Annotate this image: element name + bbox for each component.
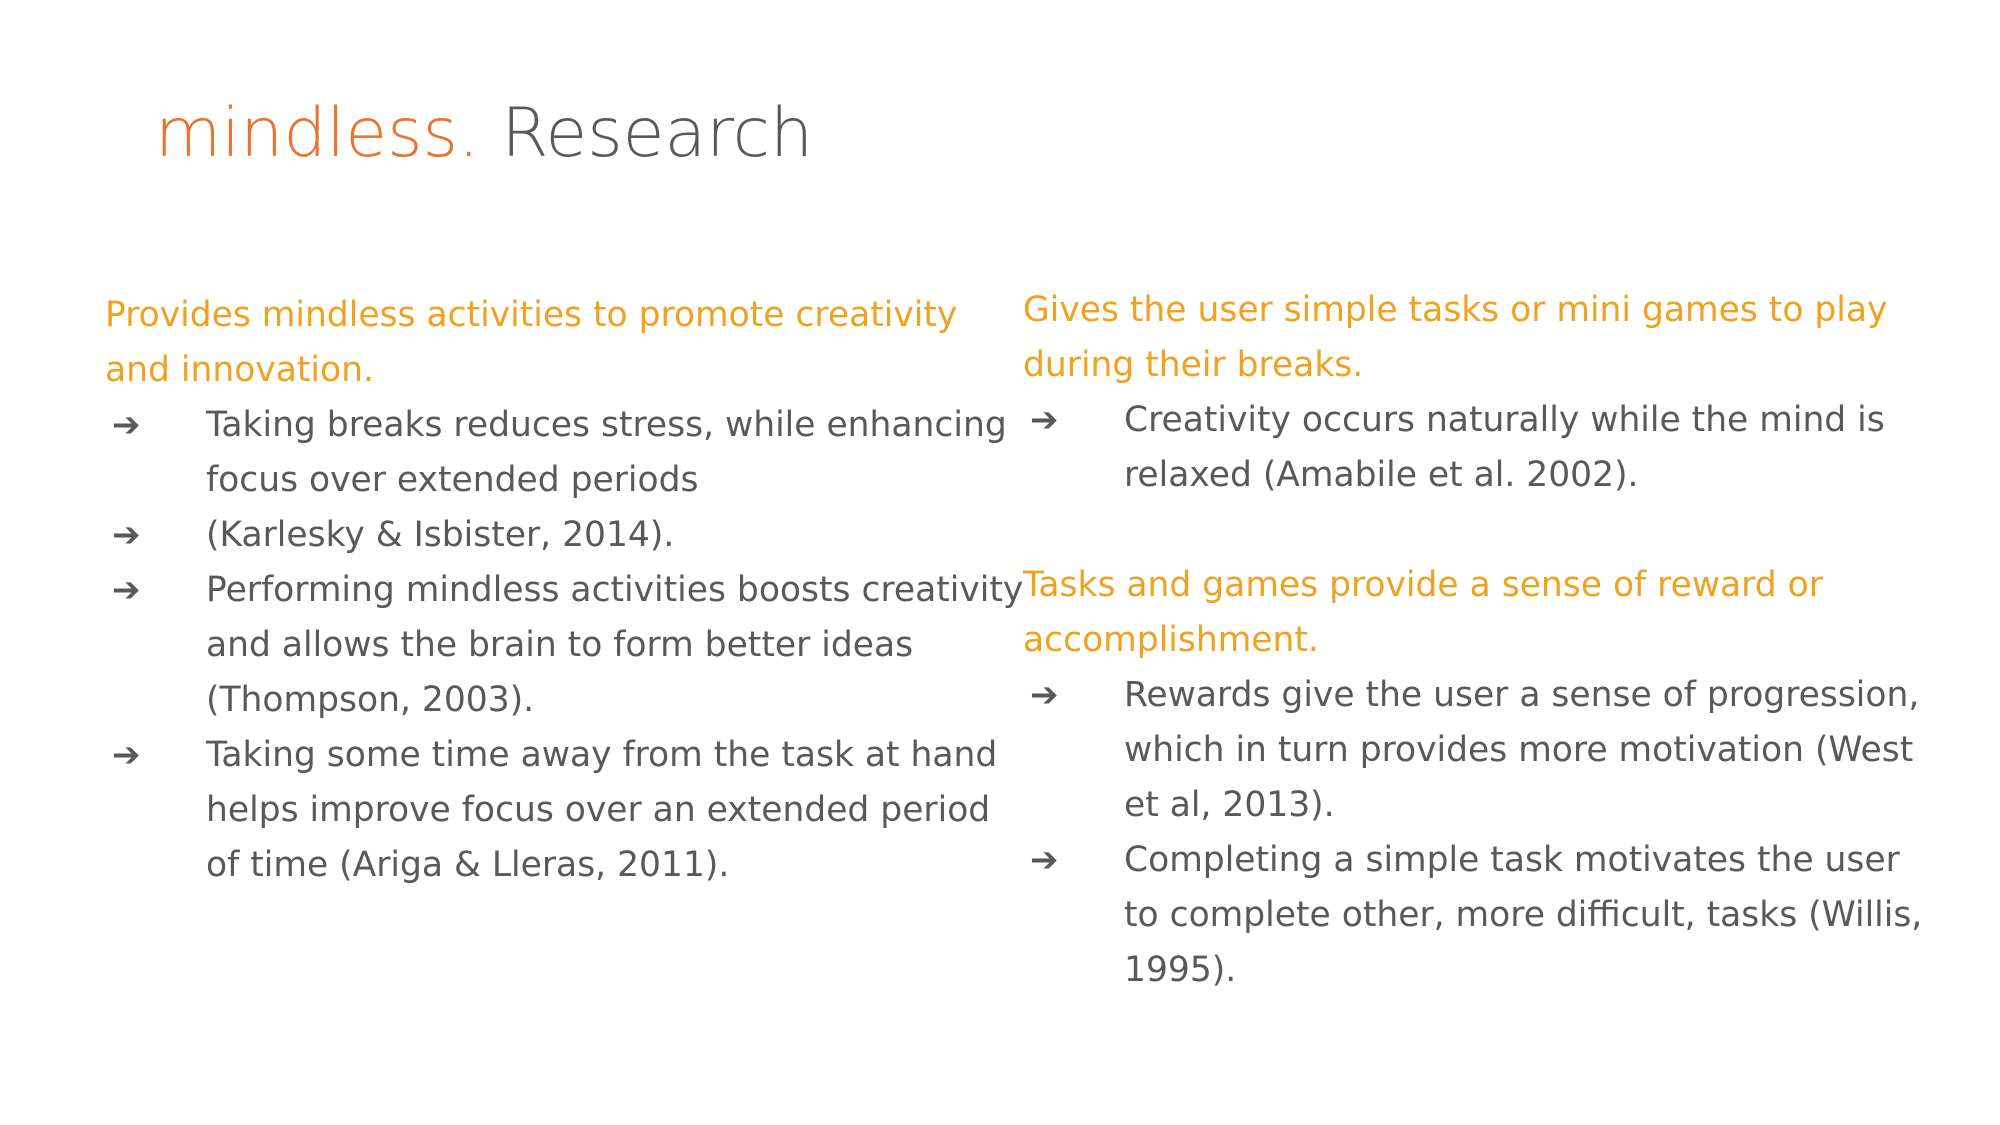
list-item [1023,393,1943,503]
arrow-icon: ➔ [112,570,141,610]
list-item [1023,833,1943,998]
bullet-text: Creativity occurs naturally while the mind is relaxed (Amabile et al. 2002). [1124,400,1885,495]
right-heading-1: Gives the user simple tasks or mini games to play during their breaks. [1023,290,1888,385]
right-bullet-list-2 [1023,668,1943,998]
arrow-icon: ➔ [1030,840,1059,880]
list-item [105,728,1025,893]
right-heading-2: Tasks and games provide a sense of reward or accomplishment. [1023,565,1823,660]
title-text: Research [479,94,814,173]
right-column [1023,283,1943,998]
bullet-text: Completing a simple task motivates the user to complete other, more difficult, tasks (Willis, 1995). [1124,840,1923,990]
bullet-text: Performing mindless activities boosts creativity and allows the brain to form better ideas (Thompson, 2003). [206,570,1024,720]
bullet-text: Rewards give the user a sense of progression, which in turn provides more motivation (West et al, 2013). [1124,675,1920,825]
bullet-text: (Karlesky & Isbister, 2014). [206,515,675,555]
arrow-icon: ➔ [112,515,141,555]
left-bullet-list [105,398,1025,893]
arrow-icon: ➔ [1030,675,1059,715]
arrow-icon: ➔ [112,405,141,445]
bullet-text: Taking breaks reduces stress, while enhancing focus over extended periods [206,405,1007,500]
left-column [105,288,1025,893]
left-heading: Provides mindless activities to promote creativity and innovation. [105,295,958,390]
section-spacer [1023,503,1943,558]
list-item [105,563,1025,728]
list-item [105,398,1025,508]
right-bullet-list-1 [1023,393,1943,503]
bullet-text: Taking some time away from the task at hand helps improve focus over an extended period of time (Ariga & Lleras, 2011). [206,735,998,885]
arrow-icon: ➔ [112,735,141,775]
brand-name: mindless. [155,94,480,173]
arrow-icon: ➔ [1030,400,1059,440]
list-item [105,508,1025,563]
slide-title [155,94,814,173]
list-item [1023,668,1943,833]
